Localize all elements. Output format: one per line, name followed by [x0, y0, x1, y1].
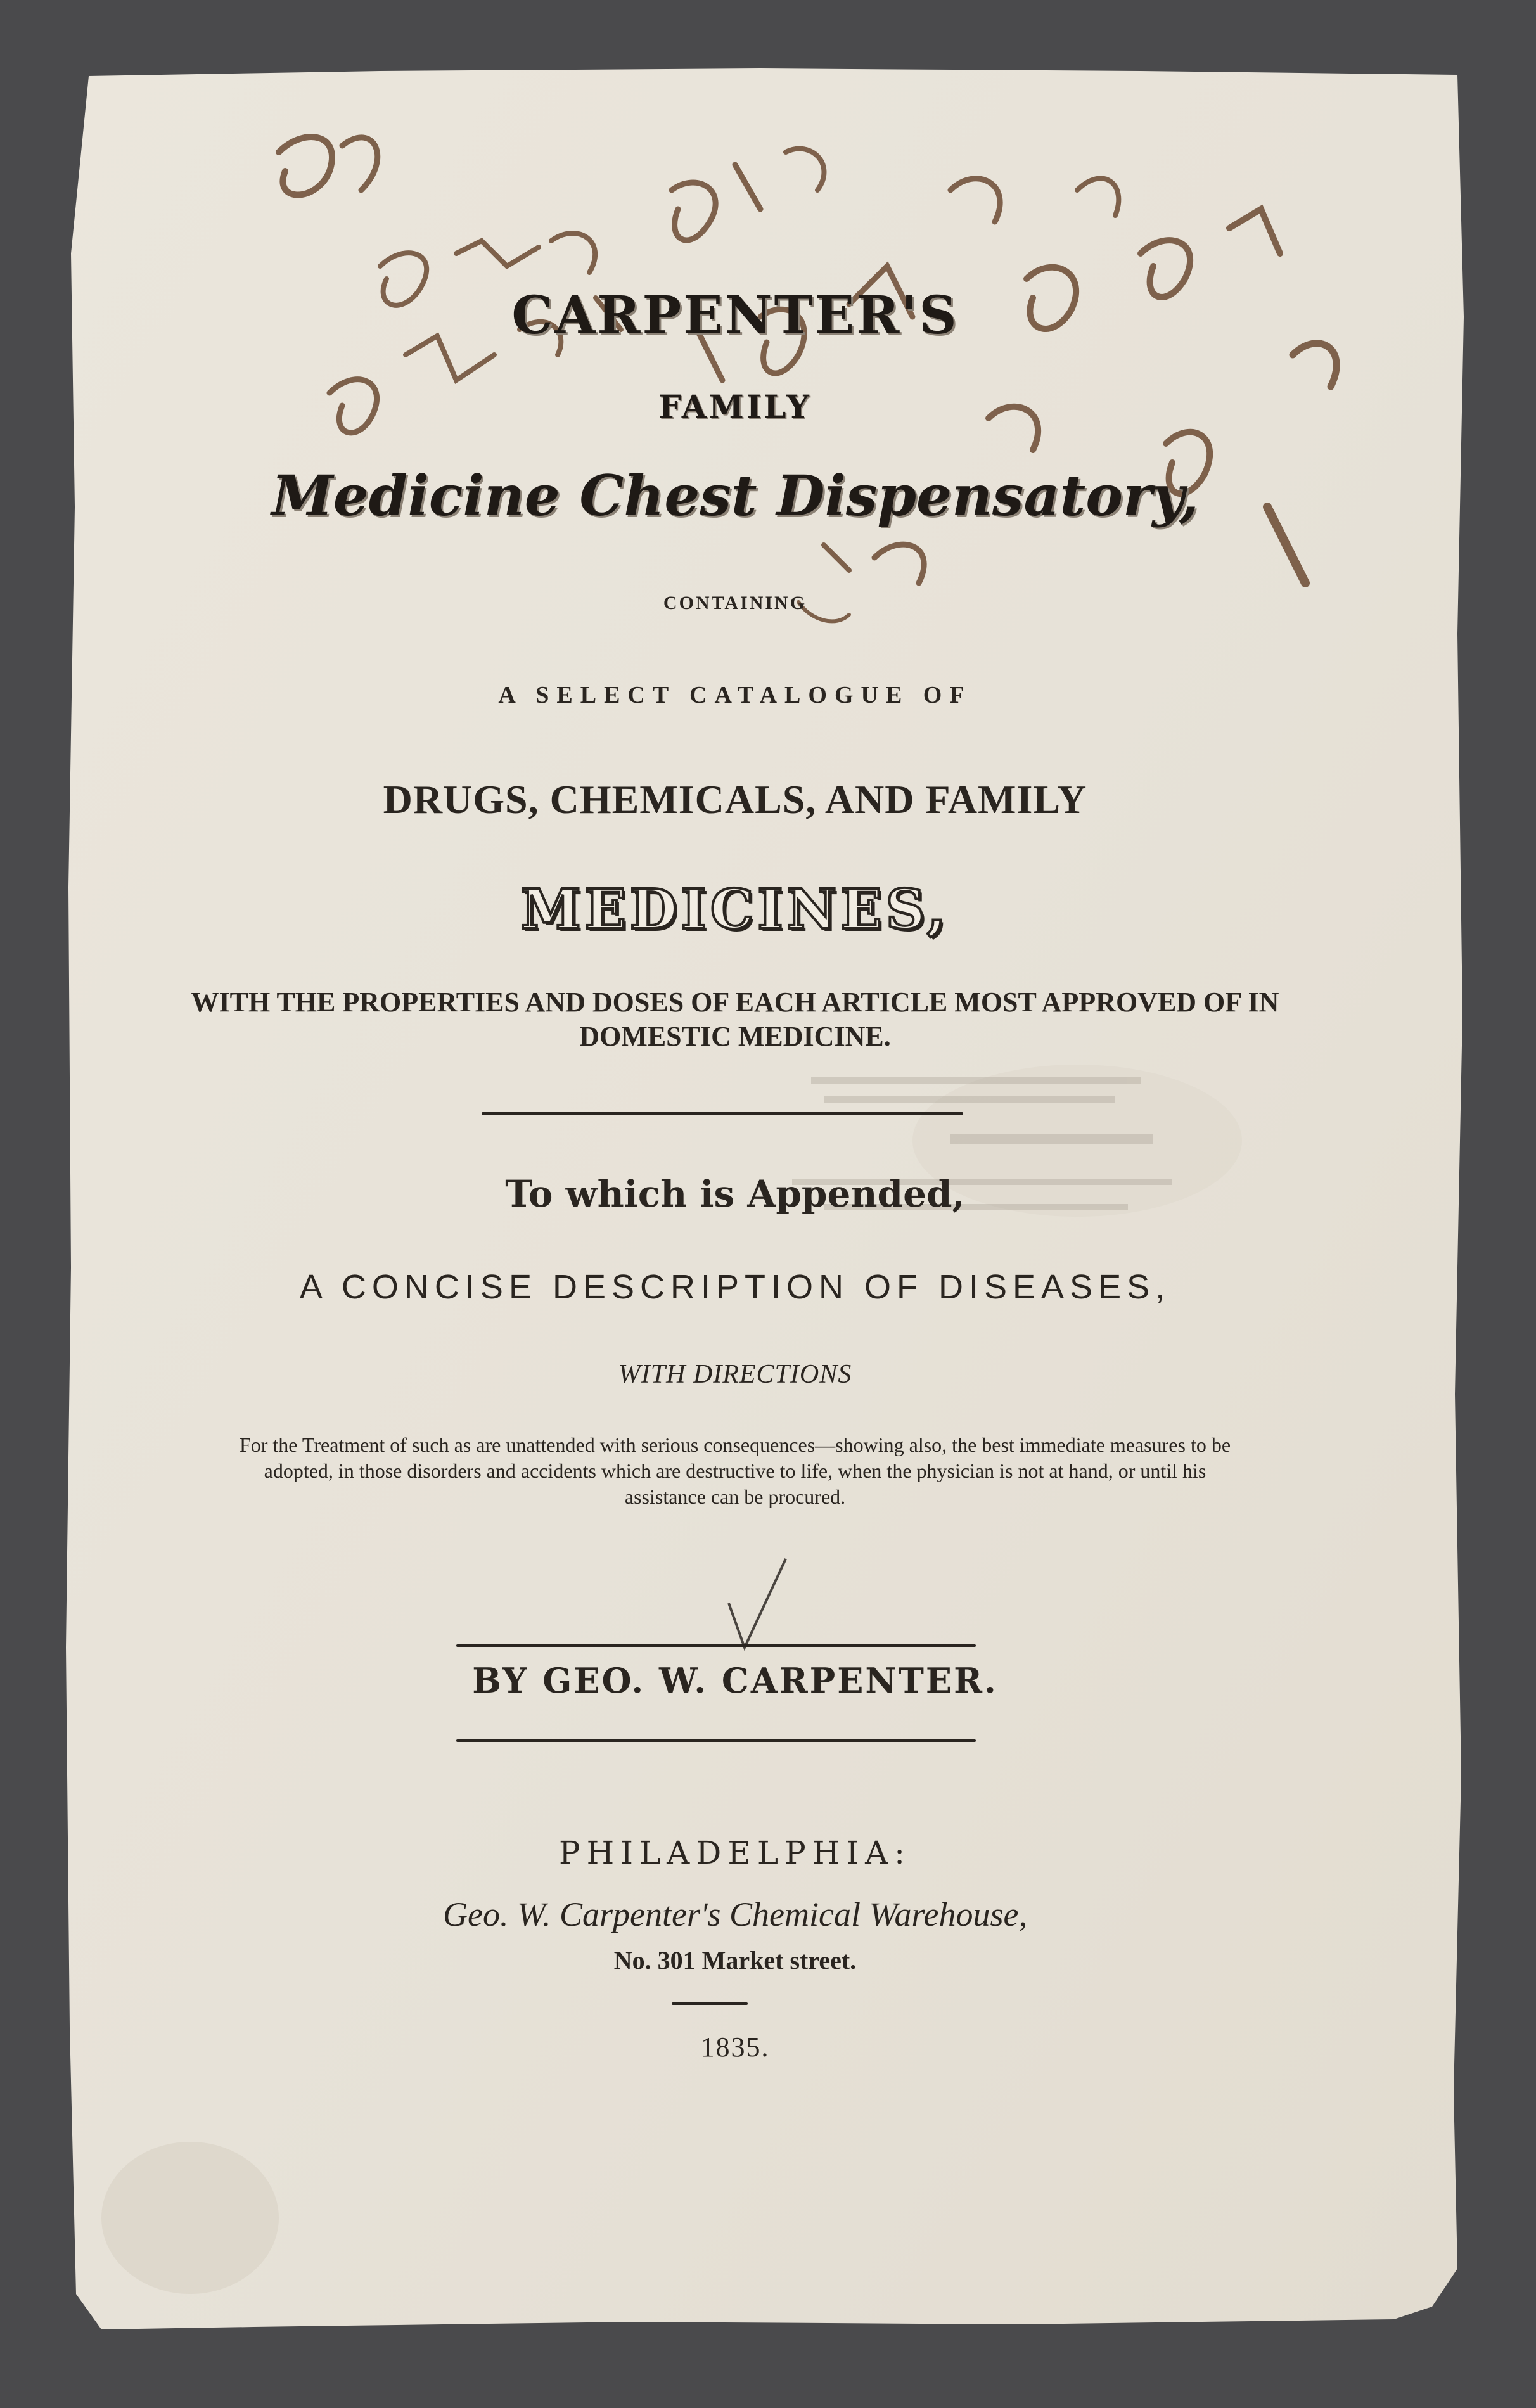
- title: CARPENTER'S: [511, 285, 959, 346]
- publication-year: 1835.: [700, 2032, 770, 2063]
- treatment-paragraph: For the Treatment of such as are unattended with serious consequences—showing also, the best immediate measures to be adopted, in those disorders and accidents which are destructive to life, when the physician is not at hand, or until his assistance can be procured.: [239, 1433, 1231, 1508]
- family-heading: FAMILY: [658, 388, 812, 425]
- drugs-heading: DRUGS, CHEMICALS, AND FAMILY: [383, 777, 1087, 822]
- divider-rule: [482, 1112, 963, 1115]
- medicines-heading: MEDICINES,: [520, 878, 950, 942]
- divider-rule: [456, 1739, 976, 1742]
- containing-label: CONTAINING: [663, 592, 807, 613]
- properties-paragraph: WITH THE PROPERTIES AND DOSES OF EACH ARTICLE MOST APPROVED OF IN DOMESTIC MEDICINE.: [191, 987, 1279, 1052]
- directions-heading: WITH DIRECTIONS: [618, 1360, 852, 1389]
- divider-rule: [672, 2002, 748, 2005]
- publisher-city: PHILADELPHIA:: [558, 1835, 912, 1871]
- appended-heading: To which is Appended,: [505, 1172, 965, 1215]
- publisher-name: Geo. W. Carpenter's Chemical Warehouse,: [443, 1895, 1027, 1933]
- catalogue-line: A SELECT CATALOGUE OF: [498, 682, 972, 708]
- author-byline: BY GEO. W. CARPENTER.: [472, 1660, 998, 1701]
- publisher-address: No. 301 Market street.: [613, 1946, 857, 1975]
- divider-rule: [456, 1644, 976, 1647]
- subtitle: Medicine Chest Dispensatory,: [271, 463, 1199, 528]
- concise-heading: A CONCISE DESCRIPTION OF DISEASES,: [299, 1268, 1171, 1306]
